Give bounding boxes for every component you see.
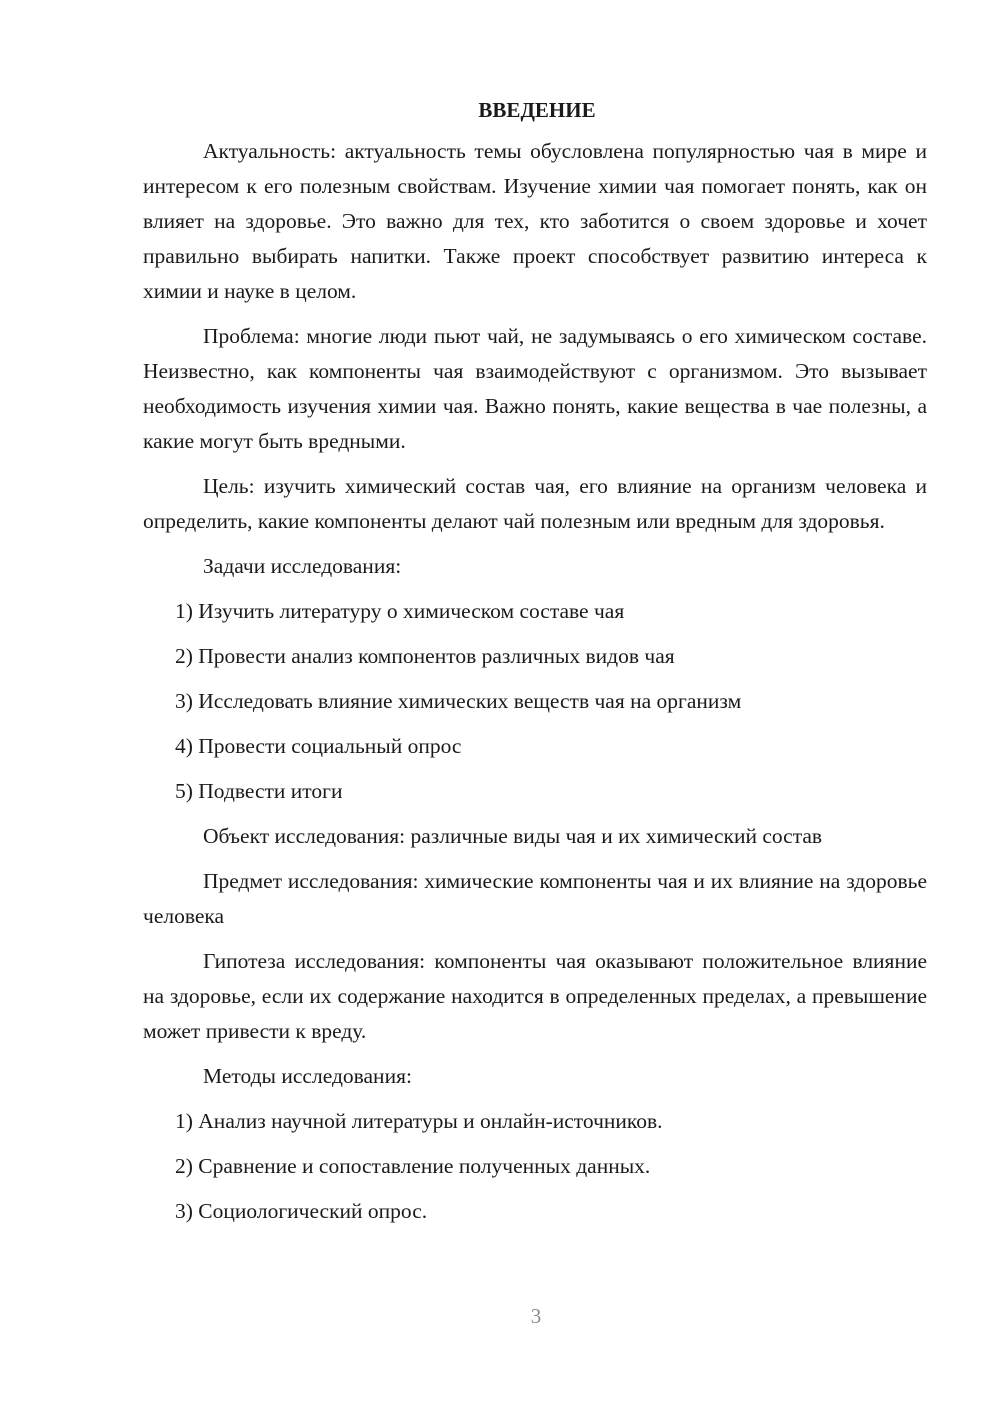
- method-item: 1) Анализ научной литературы и онлайн-источников.: [175, 1109, 663, 1133]
- task-item: 5) Подвести итоги: [175, 779, 343, 803]
- page-content: [143, 94, 927, 1239]
- task-item: 2) Провести анализ компонентов различных видов чая: [175, 644, 675, 668]
- section-heading: ВВЕДЕНИЕ: [478, 98, 596, 122]
- task-item: 3) Исследовать влияние химических веществ чая на организм: [175, 689, 742, 713]
- research-subject-paragraph: Предмет исследования: химические компоненты чая и их влияние на здоровье человека: [143, 869, 927, 928]
- method-item: 2) Сравнение и сопоставление полученных данных.: [175, 1154, 651, 1178]
- tasks-list: [143, 594, 927, 809]
- page-number: 3: [530, 1304, 542, 1328]
- goal-paragraph: Цель: изучить химический состав чая, его влияние на организм человека и определить, какие компоненты делают чай полезным или вредным для здоровья.: [143, 474, 927, 533]
- problem-paragraph: Проблема: многие люди пьют чай, не задумываясь о его химическом составе. Неизвестно, как компоненты чая взаимодействуют с организмом. Это вызывает необходимость изучения химии чая. Важно понять, какие вещества в чае полезны, а какие могут быть вредными.: [143, 324, 927, 453]
- method-item: 3) Социологический опрос.: [175, 1199, 428, 1223]
- hypothesis-paragraph: Гипотеза исследования: компоненты чая оказывают положительное влияние на здоровье, если их содержание находится в определенных пределах, а превышение может привести к вреду.: [143, 949, 927, 1043]
- research-object-paragraph: Объект исследования: различные виды чая и их химический состав: [203, 824, 823, 848]
- tasks-label: Задачи исследования:: [203, 554, 402, 578]
- methods-list: [143, 1104, 927, 1229]
- task-item: 1) Изучить литературу о химическом составе чая: [175, 599, 625, 623]
- task-item: 4) Провести социальный опрос: [175, 734, 462, 758]
- relevance-paragraph: Актуальность: актуальность темы обусловлена популярностью чая в мире и интересом к его полезным свойствам. Изучение химии чая помогает понять, как он влияет на здоровье. Это важно для тех, кто заботится о своем здоровье и хочет правильно выбирать напитки. Также проект способствует развитию интереса к химии и науке в целом.: [143, 139, 927, 303]
- methods-label: Методы исследования:: [203, 1064, 412, 1088]
